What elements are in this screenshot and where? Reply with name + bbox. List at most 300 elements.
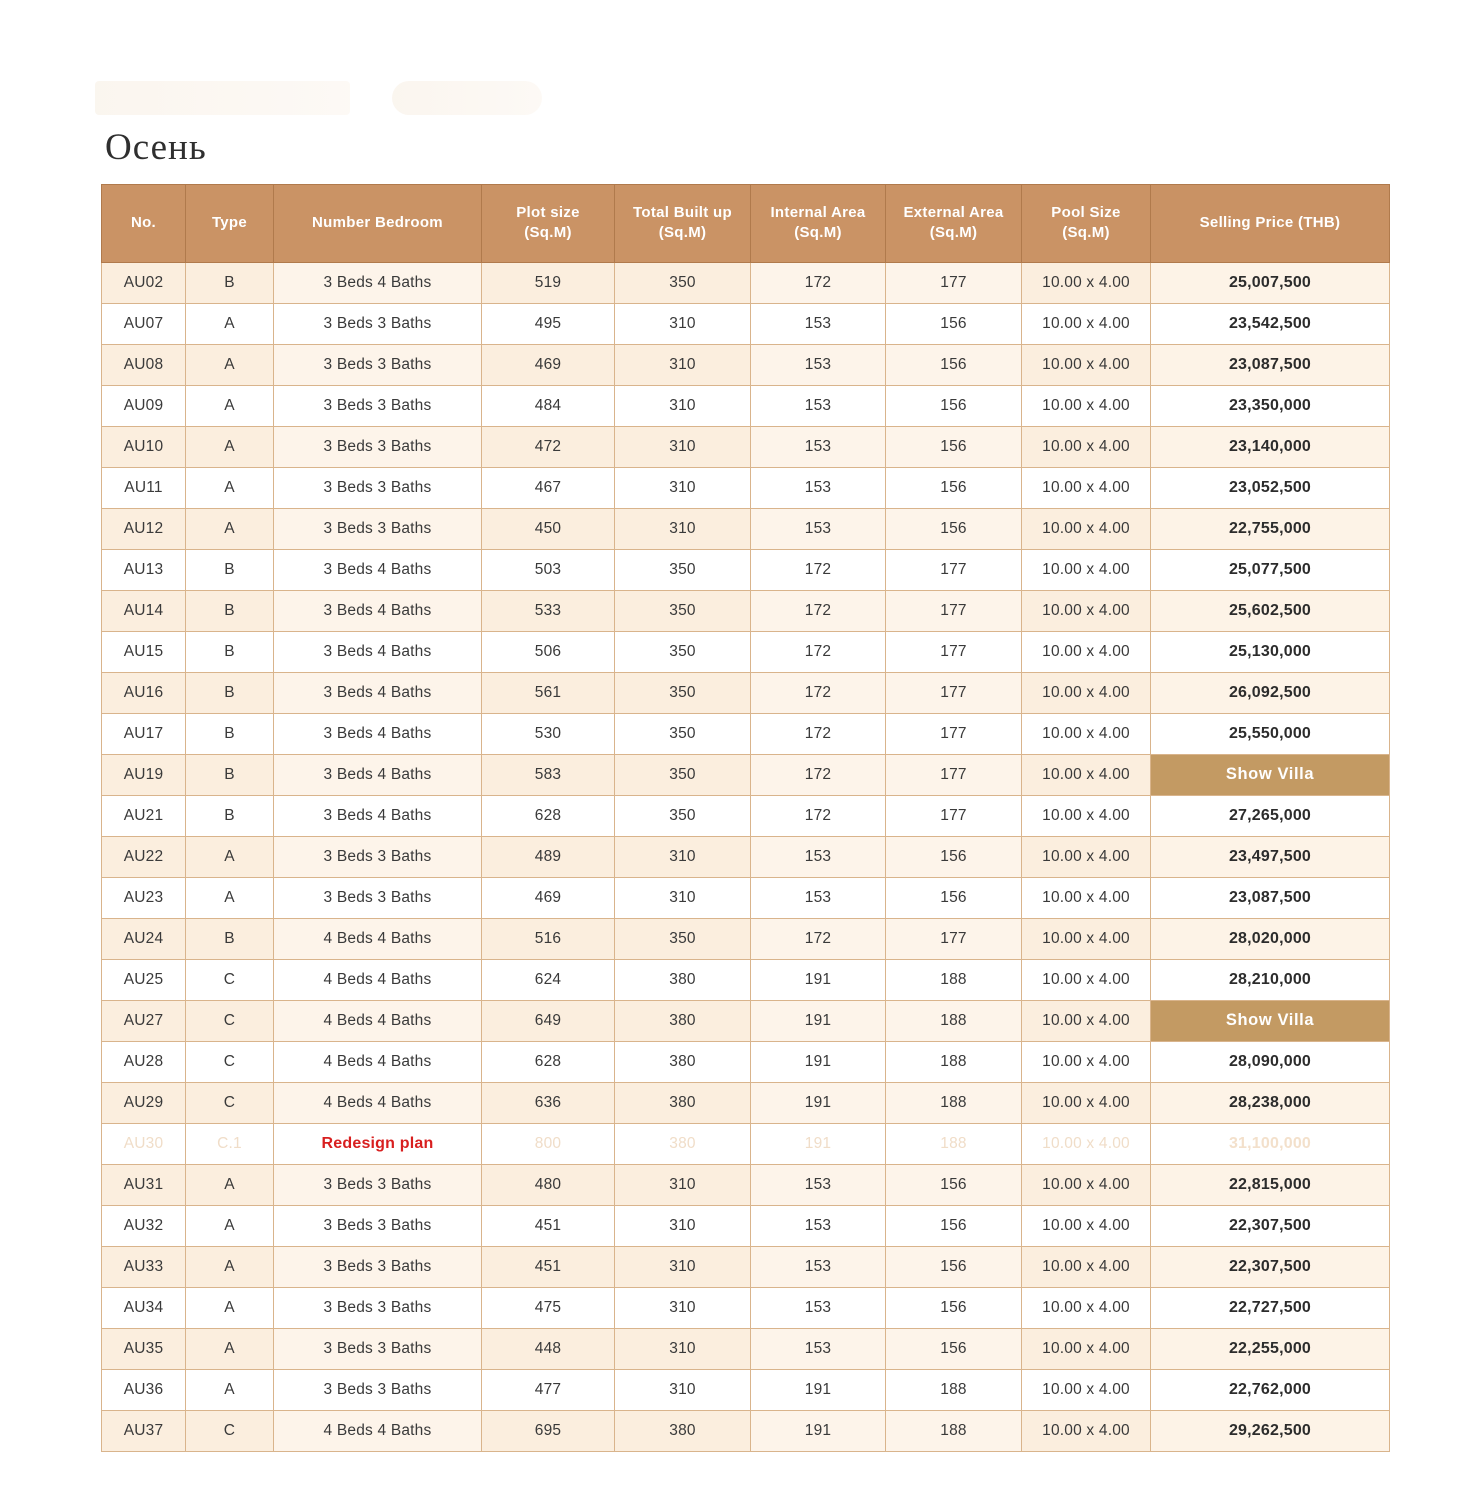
cell-no: AU14 bbox=[102, 590, 186, 631]
cell-bedroom: 3 Beds 3 Baths bbox=[274, 426, 482, 467]
table-row bbox=[102, 344, 1390, 385]
cell-external: 188 bbox=[886, 1369, 1022, 1410]
cell-built: 380 bbox=[615, 1041, 751, 1082]
cell-no: AU31 bbox=[102, 1164, 186, 1205]
cell-no: AU29 bbox=[102, 1082, 186, 1123]
cell-type: A bbox=[186, 426, 274, 467]
cell-price: 28,210,000 bbox=[1151, 959, 1390, 1000]
cell-built: 350 bbox=[615, 672, 751, 713]
cell-plot: 451 bbox=[482, 1246, 615, 1287]
cell-plot: 519 bbox=[482, 262, 615, 303]
cell-no: AU12 bbox=[102, 508, 186, 549]
cell-type: B bbox=[186, 262, 274, 303]
cell-internal: 172 bbox=[751, 713, 886, 754]
cell-type: A bbox=[186, 344, 274, 385]
watermark-wordmark bbox=[95, 81, 350, 115]
cell-internal: 191 bbox=[751, 1123, 886, 1164]
cell-price: 28,090,000 bbox=[1151, 1041, 1390, 1082]
cell-internal: 191 bbox=[751, 959, 886, 1000]
cell-built: 350 bbox=[615, 262, 751, 303]
cell-built: 310 bbox=[615, 303, 751, 344]
cell-no: AU21 bbox=[102, 795, 186, 836]
cell-built: 310 bbox=[615, 1287, 751, 1328]
table-body bbox=[102, 262, 1390, 1451]
cell-pool: 10.00 x 4.00 bbox=[1022, 467, 1151, 508]
cell-internal: 153 bbox=[751, 1287, 886, 1328]
cell-price: 28,238,000 bbox=[1151, 1082, 1390, 1123]
cell-plot: 451 bbox=[482, 1205, 615, 1246]
cell-plot: 469 bbox=[482, 344, 615, 385]
cell-built: 380 bbox=[615, 1082, 751, 1123]
cell-type: C bbox=[186, 1410, 274, 1451]
table-row bbox=[102, 1410, 1390, 1451]
cell-no: AU34 bbox=[102, 1287, 186, 1328]
cell-plot: 484 bbox=[482, 385, 615, 426]
pricing-table bbox=[101, 184, 1390, 1452]
cell-bedroom: 3 Beds 4 Baths bbox=[274, 631, 482, 672]
cell-built: 380 bbox=[615, 959, 751, 1000]
cell-plot: 561 bbox=[482, 672, 615, 713]
cell-built: 350 bbox=[615, 631, 751, 672]
cell-external: 156 bbox=[886, 385, 1022, 426]
cell-bedroom: 3 Beds 4 Baths bbox=[274, 549, 482, 590]
cell-price: 23,350,000 bbox=[1151, 385, 1390, 426]
cell-price: 26,092,500 bbox=[1151, 672, 1390, 713]
cell-bedroom: 3 Beds 4 Baths bbox=[274, 754, 482, 795]
cell-plot: 467 bbox=[482, 467, 615, 508]
cell-pool: 10.00 x 4.00 bbox=[1022, 959, 1151, 1000]
cell-bedroom: 3 Beds 3 Baths bbox=[274, 508, 482, 549]
cell-built: 310 bbox=[615, 1164, 751, 1205]
table-row bbox=[102, 385, 1390, 426]
cell-type: B bbox=[186, 590, 274, 631]
cell-price: Show Villa bbox=[1151, 754, 1390, 795]
cell-bedroom: 3 Beds 3 Baths bbox=[274, 877, 482, 918]
cell-no: AU35 bbox=[102, 1328, 186, 1369]
table-row bbox=[102, 795, 1390, 836]
cell-external: 156 bbox=[886, 836, 1022, 877]
cell-internal: 172 bbox=[751, 754, 886, 795]
cell-plot: 448 bbox=[482, 1328, 615, 1369]
cell-plot: 472 bbox=[482, 426, 615, 467]
cell-external: 156 bbox=[886, 508, 1022, 549]
cell-no: AU15 bbox=[102, 631, 186, 672]
cell-built: 380 bbox=[615, 1410, 751, 1451]
cell-bedroom: 3 Beds 4 Baths bbox=[274, 713, 482, 754]
cell-built: 350 bbox=[615, 754, 751, 795]
table-row bbox=[102, 1287, 1390, 1328]
cell-type: B bbox=[186, 631, 274, 672]
cell-bedroom: 4 Beds 4 Baths bbox=[274, 959, 482, 1000]
cell-no: AU27 bbox=[102, 1000, 186, 1041]
cell-no: AU13 bbox=[102, 549, 186, 590]
cell-bedroom: 3 Beds 4 Baths bbox=[274, 262, 482, 303]
table-row bbox=[102, 1123, 1390, 1164]
cell-plot: 506 bbox=[482, 631, 615, 672]
cell-type: A bbox=[186, 303, 274, 344]
cell-pool: 10.00 x 4.00 bbox=[1022, 1164, 1151, 1205]
cell-plot: 477 bbox=[482, 1369, 615, 1410]
cell-external: 156 bbox=[886, 1205, 1022, 1246]
cell-price: 23,087,500 bbox=[1151, 877, 1390, 918]
cell-price: 25,077,500 bbox=[1151, 549, 1390, 590]
cell-plot: 480 bbox=[482, 1164, 615, 1205]
cell-internal: 191 bbox=[751, 1410, 886, 1451]
cell-bedroom: 3 Beds 3 Baths bbox=[274, 1164, 482, 1205]
cell-price: 23,497,500 bbox=[1151, 836, 1390, 877]
cell-no: AU07 bbox=[102, 303, 186, 344]
cell-internal: 191 bbox=[751, 1000, 886, 1041]
cell-no: AU22 bbox=[102, 836, 186, 877]
cell-internal: 191 bbox=[751, 1082, 886, 1123]
table-row bbox=[102, 1082, 1390, 1123]
cell-built: 350 bbox=[615, 590, 751, 631]
cell-price: 29,262,500 bbox=[1151, 1410, 1390, 1451]
cell-built: 310 bbox=[615, 1369, 751, 1410]
cell-no: AU10 bbox=[102, 426, 186, 467]
table-header-row bbox=[102, 185, 1390, 263]
table-row bbox=[102, 754, 1390, 795]
cell-bedroom: 3 Beds 3 Baths bbox=[274, 1328, 482, 1369]
cell-price: 23,542,500 bbox=[1151, 303, 1390, 344]
cell-bedroom: 3 Beds 4 Baths bbox=[274, 795, 482, 836]
cell-external: 156 bbox=[886, 1246, 1022, 1287]
column-header-price: Selling Price (THB) bbox=[1151, 185, 1390, 263]
cell-pool: 10.00 x 4.00 bbox=[1022, 672, 1151, 713]
table-row bbox=[102, 1246, 1390, 1287]
cell-pool: 10.00 x 4.00 bbox=[1022, 1123, 1151, 1164]
cell-internal: 153 bbox=[751, 426, 886, 467]
column-header-plot: Plot size (Sq.M) bbox=[482, 185, 615, 263]
cell-pool: 10.00 x 4.00 bbox=[1022, 1246, 1151, 1287]
cell-no: AU19 bbox=[102, 754, 186, 795]
cell-plot: 530 bbox=[482, 713, 615, 754]
table-row bbox=[102, 508, 1390, 549]
cell-internal: 153 bbox=[751, 303, 886, 344]
cell-external: 177 bbox=[886, 590, 1022, 631]
cell-plot: 649 bbox=[482, 1000, 615, 1041]
cell-plot: 475 bbox=[482, 1287, 615, 1328]
cell-built: 380 bbox=[615, 1000, 751, 1041]
cell-pool: 10.00 x 4.00 bbox=[1022, 549, 1151, 590]
cell-pool: 10.00 x 4.00 bbox=[1022, 508, 1151, 549]
cell-bedroom: 4 Beds 4 Baths bbox=[274, 918, 482, 959]
cell-price: 27,265,000 bbox=[1151, 795, 1390, 836]
cell-bedroom: 4 Beds 4 Baths bbox=[274, 1000, 482, 1041]
cell-type: A bbox=[186, 508, 274, 549]
cell-plot: 628 bbox=[482, 795, 615, 836]
cell-pool: 10.00 x 4.00 bbox=[1022, 590, 1151, 631]
cell-price: 28,020,000 bbox=[1151, 918, 1390, 959]
cell-no: AU02 bbox=[102, 262, 186, 303]
cell-no: AU08 bbox=[102, 344, 186, 385]
cell-bedroom: 3 Beds 3 Baths bbox=[274, 836, 482, 877]
cell-bedroom: 3 Beds 3 Baths bbox=[274, 1287, 482, 1328]
cell-external: 177 bbox=[886, 262, 1022, 303]
cell-external: 177 bbox=[886, 754, 1022, 795]
table-header bbox=[102, 185, 1390, 263]
cell-bedroom: 3 Beds 3 Baths bbox=[274, 385, 482, 426]
cell-type: C bbox=[186, 1000, 274, 1041]
cell-internal: 153 bbox=[751, 877, 886, 918]
cell-type: B bbox=[186, 672, 274, 713]
cell-plot: 636 bbox=[482, 1082, 615, 1123]
cell-type: A bbox=[186, 1287, 274, 1328]
cell-pool: 10.00 x 4.00 bbox=[1022, 836, 1151, 877]
cell-internal: 172 bbox=[751, 918, 886, 959]
cell-built: 310 bbox=[615, 344, 751, 385]
cell-internal: 191 bbox=[751, 1041, 886, 1082]
cell-bedroom: 3 Beds 3 Baths bbox=[274, 1205, 482, 1246]
table-row bbox=[102, 426, 1390, 467]
cell-no: AU09 bbox=[102, 385, 186, 426]
cell-external: 188 bbox=[886, 1041, 1022, 1082]
cell-external: 177 bbox=[886, 713, 1022, 754]
table-row bbox=[102, 672, 1390, 713]
table-row bbox=[102, 959, 1390, 1000]
cell-no: AU37 bbox=[102, 1410, 186, 1451]
cell-pool: 10.00 x 4.00 bbox=[1022, 713, 1151, 754]
cell-type: C bbox=[186, 959, 274, 1000]
cell-pool: 10.00 x 4.00 bbox=[1022, 1000, 1151, 1041]
cell-internal: 172 bbox=[751, 672, 886, 713]
cell-external: 156 bbox=[886, 467, 1022, 508]
cell-plot: 516 bbox=[482, 918, 615, 959]
column-header-type: Type bbox=[186, 185, 274, 263]
cell-external: 156 bbox=[886, 303, 1022, 344]
cell-built: 350 bbox=[615, 549, 751, 590]
cell-pool: 10.00 x 4.00 bbox=[1022, 1410, 1151, 1451]
column-header-built: Total Built up (Sq.M) bbox=[615, 185, 751, 263]
cell-internal: 153 bbox=[751, 467, 886, 508]
cell-external: 177 bbox=[886, 795, 1022, 836]
table-row bbox=[102, 1369, 1390, 1410]
cell-bedroom: 4 Beds 4 Baths bbox=[274, 1041, 482, 1082]
table-row bbox=[102, 549, 1390, 590]
table-row bbox=[102, 467, 1390, 508]
cell-external: 188 bbox=[886, 1410, 1022, 1451]
cell-external: 156 bbox=[886, 426, 1022, 467]
cell-type: A bbox=[186, 1205, 274, 1246]
cell-no: AU28 bbox=[102, 1041, 186, 1082]
cell-no: AU32 bbox=[102, 1205, 186, 1246]
cell-pool: 10.00 x 4.00 bbox=[1022, 795, 1151, 836]
column-header-bedroom: Number Bedroom bbox=[274, 185, 482, 263]
cell-external: 177 bbox=[886, 918, 1022, 959]
cell-internal: 191 bbox=[751, 1369, 886, 1410]
table-row bbox=[102, 1205, 1390, 1246]
cell-no: AU11 bbox=[102, 467, 186, 508]
cell-no: AU16 bbox=[102, 672, 186, 713]
cell-type: A bbox=[186, 836, 274, 877]
cell-type: B bbox=[186, 713, 274, 754]
cell-pool: 10.00 x 4.00 bbox=[1022, 303, 1151, 344]
table-row bbox=[102, 836, 1390, 877]
cell-price: 25,130,000 bbox=[1151, 631, 1390, 672]
cell-plot: 800 bbox=[482, 1123, 615, 1164]
cell-internal: 153 bbox=[751, 1205, 886, 1246]
cell-plot: 489 bbox=[482, 836, 615, 877]
cell-pool: 10.00 x 4.00 bbox=[1022, 344, 1151, 385]
cell-bedroom: 3 Beds 4 Baths bbox=[274, 672, 482, 713]
cell-internal: 153 bbox=[751, 836, 886, 877]
cell-pool: 10.00 x 4.00 bbox=[1022, 262, 1151, 303]
cell-price: 23,052,500 bbox=[1151, 467, 1390, 508]
cell-no: AU30 bbox=[102, 1123, 186, 1164]
cell-built: 310 bbox=[615, 426, 751, 467]
page-title: Осень bbox=[105, 127, 207, 168]
cell-pool: 10.00 x 4.00 bbox=[1022, 1082, 1151, 1123]
cell-bedroom: 4 Beds 4 Baths bbox=[274, 1410, 482, 1451]
cell-external: 188 bbox=[886, 1082, 1022, 1123]
cell-pool: 10.00 x 4.00 bbox=[1022, 426, 1151, 467]
cell-type: A bbox=[186, 1328, 274, 1369]
table-row bbox=[102, 590, 1390, 631]
cell-type: A bbox=[186, 467, 274, 508]
logo-watermark bbox=[95, 72, 565, 124]
table-row bbox=[102, 631, 1390, 672]
cell-no: AU25 bbox=[102, 959, 186, 1000]
cell-bedroom: 4 Beds 4 Baths bbox=[274, 1082, 482, 1123]
cell-external: 177 bbox=[886, 631, 1022, 672]
cell-built: 350 bbox=[615, 795, 751, 836]
cell-internal: 172 bbox=[751, 262, 886, 303]
column-header-pool: Pool Size (Sq.M) bbox=[1022, 185, 1151, 263]
cell-price: 31,100,000 bbox=[1151, 1123, 1390, 1164]
cell-type: B bbox=[186, 918, 274, 959]
cell-pool: 10.00 x 4.00 bbox=[1022, 1328, 1151, 1369]
cell-pool: 10.00 x 4.00 bbox=[1022, 1369, 1151, 1410]
cell-type: C bbox=[186, 1041, 274, 1082]
table-row bbox=[102, 1328, 1390, 1369]
cell-external: 156 bbox=[886, 344, 1022, 385]
cell-built: 310 bbox=[615, 877, 751, 918]
cell-internal: 172 bbox=[751, 590, 886, 631]
cell-price: 23,140,000 bbox=[1151, 426, 1390, 467]
cell-external: 188 bbox=[886, 959, 1022, 1000]
cell-bedroom: 3 Beds 4 Baths bbox=[274, 590, 482, 631]
cell-pool: 10.00 x 4.00 bbox=[1022, 1041, 1151, 1082]
cell-pool: 10.00 x 4.00 bbox=[1022, 1205, 1151, 1246]
cell-type: A bbox=[186, 1369, 274, 1410]
cell-internal: 153 bbox=[751, 508, 886, 549]
cell-no: AU17 bbox=[102, 713, 186, 754]
cell-price: 25,007,500 bbox=[1151, 262, 1390, 303]
cell-internal: 172 bbox=[751, 795, 886, 836]
cell-bedroom: 3 Beds 3 Baths bbox=[274, 344, 482, 385]
cell-external: 156 bbox=[886, 1328, 1022, 1369]
cell-price: 23,087,500 bbox=[1151, 344, 1390, 385]
cell-price: 25,550,000 bbox=[1151, 713, 1390, 754]
cell-price: Show Villa bbox=[1151, 1000, 1390, 1041]
cell-plot: 503 bbox=[482, 549, 615, 590]
cell-internal: 172 bbox=[751, 631, 886, 672]
cell-bedroom: 3 Beds 3 Baths bbox=[274, 303, 482, 344]
table-row bbox=[102, 713, 1390, 754]
cell-bedroom: 3 Beds 3 Baths bbox=[274, 1246, 482, 1287]
cell-external: 156 bbox=[886, 1164, 1022, 1205]
cell-pool: 10.00 x 4.00 bbox=[1022, 754, 1151, 795]
table-row bbox=[102, 1041, 1390, 1082]
cell-no: AU24 bbox=[102, 918, 186, 959]
cell-external: 177 bbox=[886, 549, 1022, 590]
table-row bbox=[102, 918, 1390, 959]
table-row bbox=[102, 303, 1390, 344]
cell-built: 310 bbox=[615, 1246, 751, 1287]
cell-internal: 153 bbox=[751, 344, 886, 385]
cell-external: 177 bbox=[886, 672, 1022, 713]
cell-type: C.1 bbox=[186, 1123, 274, 1164]
cell-built: 310 bbox=[615, 467, 751, 508]
cell-no: AU23 bbox=[102, 877, 186, 918]
cell-external: 156 bbox=[886, 1287, 1022, 1328]
cell-bedroom: 3 Beds 3 Baths bbox=[274, 467, 482, 508]
cell-price: 22,755,000 bbox=[1151, 508, 1390, 549]
watermark-badge bbox=[392, 81, 542, 115]
cell-price: 25,602,500 bbox=[1151, 590, 1390, 631]
cell-internal: 153 bbox=[751, 1328, 886, 1369]
cell-type: B bbox=[186, 754, 274, 795]
cell-pool: 10.00 x 4.00 bbox=[1022, 631, 1151, 672]
column-header-internal: Internal Area (Sq.M) bbox=[751, 185, 886, 263]
cell-type: A bbox=[186, 1246, 274, 1287]
cell-internal: 153 bbox=[751, 385, 886, 426]
cell-price: 22,255,000 bbox=[1151, 1328, 1390, 1369]
column-header-no: No. bbox=[102, 185, 186, 263]
cell-plot: 495 bbox=[482, 303, 615, 344]
cell-type: A bbox=[186, 1164, 274, 1205]
cell-pool: 10.00 x 4.00 bbox=[1022, 877, 1151, 918]
cell-bedroom: Redesign plan bbox=[274, 1123, 482, 1164]
cell-built: 380 bbox=[615, 1123, 751, 1164]
cell-internal: 153 bbox=[751, 1246, 886, 1287]
cell-type: C bbox=[186, 1082, 274, 1123]
cell-plot: 450 bbox=[482, 508, 615, 549]
cell-built: 310 bbox=[615, 385, 751, 426]
cell-pool: 10.00 x 4.00 bbox=[1022, 385, 1151, 426]
cell-plot: 533 bbox=[482, 590, 615, 631]
cell-price: 22,727,500 bbox=[1151, 1287, 1390, 1328]
cell-type: B bbox=[186, 549, 274, 590]
cell-price: 22,307,500 bbox=[1151, 1246, 1390, 1287]
pricing-table-container bbox=[101, 184, 1389, 1452]
column-header-external: External Area (Sq.M) bbox=[886, 185, 1022, 263]
cell-no: AU36 bbox=[102, 1369, 186, 1410]
cell-plot: 624 bbox=[482, 959, 615, 1000]
cell-no: AU33 bbox=[102, 1246, 186, 1287]
cell-built: 350 bbox=[615, 918, 751, 959]
cell-bedroom: 3 Beds 3 Baths bbox=[274, 1369, 482, 1410]
cell-external: 188 bbox=[886, 1123, 1022, 1164]
cell-plot: 469 bbox=[482, 877, 615, 918]
cell-built: 310 bbox=[615, 836, 751, 877]
table-row bbox=[102, 262, 1390, 303]
cell-price: 22,307,500 bbox=[1151, 1205, 1390, 1246]
cell-built: 310 bbox=[615, 1328, 751, 1369]
cell-pool: 10.00 x 4.00 bbox=[1022, 918, 1151, 959]
cell-pool: 10.00 x 4.00 bbox=[1022, 1287, 1151, 1328]
cell-external: 156 bbox=[886, 877, 1022, 918]
table-row bbox=[102, 1164, 1390, 1205]
cell-built: 350 bbox=[615, 713, 751, 754]
cell-type: B bbox=[186, 795, 274, 836]
cell-built: 310 bbox=[615, 1205, 751, 1246]
cell-plot: 628 bbox=[482, 1041, 615, 1082]
cell-type: A bbox=[186, 877, 274, 918]
cell-built: 310 bbox=[615, 508, 751, 549]
cell-plot: 583 bbox=[482, 754, 615, 795]
cell-type: A bbox=[186, 385, 274, 426]
